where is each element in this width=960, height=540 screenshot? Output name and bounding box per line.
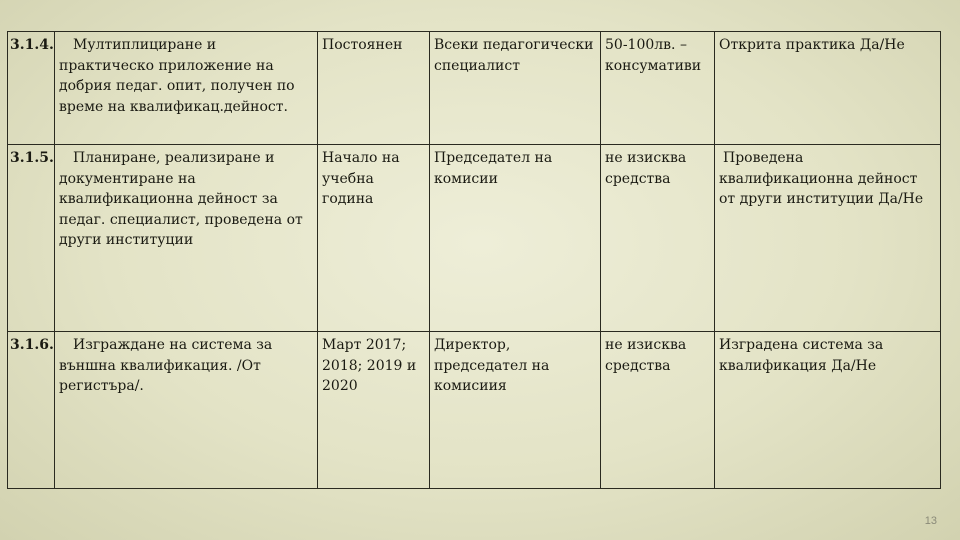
row-number: 3.1.5. [8, 145, 55, 332]
term-cell: Постоянен [318, 32, 430, 145]
responsible-cell: Председател на комисии [430, 145, 601, 332]
slide-number: 13 [924, 515, 937, 527]
plan-table [7, 31, 941, 489]
activity-text: Изграждане на система за външна квалификация. /От регистъра/. [59, 337, 273, 394]
activity-text: Планиране, реализиране и документиране на квалификационна дейност за педаг. специалист, проведена от други институции [59, 150, 303, 248]
table-row [8, 332, 941, 489]
funds-cell: 50-100лв. – консумативи [601, 32, 715, 145]
term-cell: Начало на учебна година [318, 145, 430, 332]
activity-cell [55, 145, 318, 332]
responsible-cell: Директор, председател на комисиия [430, 332, 601, 489]
indicator-cell [715, 145, 941, 332]
activity-cell [55, 332, 318, 489]
row-number: 3.1.6. [8, 332, 55, 489]
table-row [8, 32, 941, 145]
responsible-cell: Всеки педагогически специалист [430, 32, 601, 145]
activity-cell [55, 32, 318, 145]
table-row [8, 145, 941, 332]
indicator-text: Проведена квалификационна дейност от други институции Да/Не [719, 150, 924, 207]
indicator-cell: Открита практика Да/Не [715, 32, 941, 145]
funds-cell: не изисква средства [601, 145, 715, 332]
activity-text: Мултиплициране и практическо приложение на добрия педаг. опит, получен по време на квалификац.дейност. [59, 37, 295, 115]
funds-cell: не изисква средства [601, 332, 715, 489]
indicator-cell: Изградена система за квалификация Да/Не [715, 332, 941, 489]
term-cell: Март 2017; 2018; 2019 и 2020 [318, 332, 430, 489]
row-number: 3.1.4. [8, 32, 55, 145]
